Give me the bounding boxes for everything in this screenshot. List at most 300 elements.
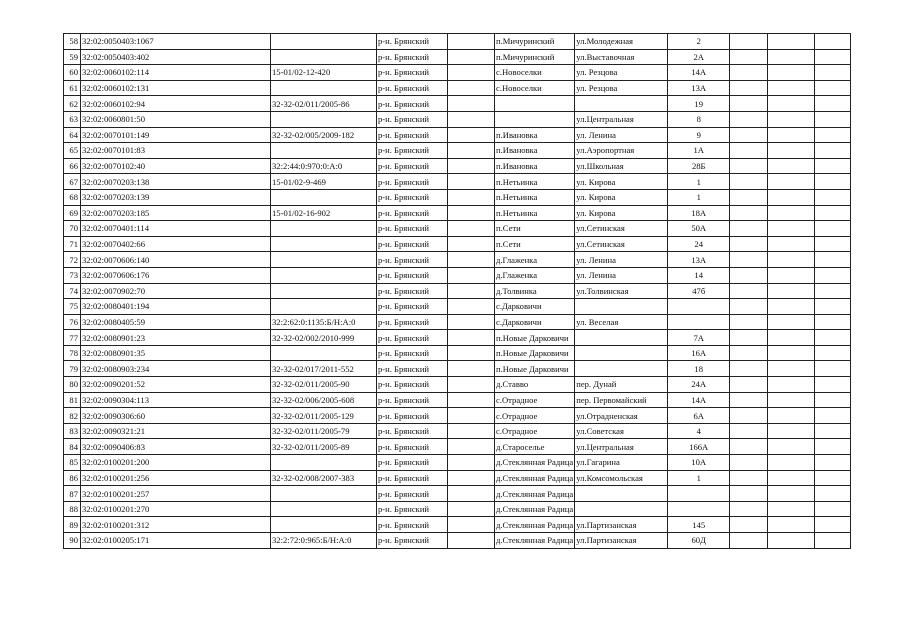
empty-cell: [448, 533, 495, 549]
district-cell: р-н. Брянский: [377, 517, 448, 533]
empty-cell: [768, 221, 815, 237]
table-row: [64, 501, 851, 517]
district-cell: р-н. Брянский: [377, 252, 448, 268]
empty-cell: [730, 158, 768, 174]
district-cell: р-н. Брянский: [377, 470, 448, 486]
house-number-cell: 19: [668, 96, 730, 112]
row-number-cell: 71: [64, 236, 81, 252]
empty-cell: [730, 345, 768, 361]
empty-cell: [730, 143, 768, 159]
empty-cell: [730, 127, 768, 143]
registration-number-cell: 32-32-02/011/2005-79: [271, 423, 377, 439]
empty-cell: [768, 314, 815, 330]
locality-cell: с.Новоселки: [495, 80, 575, 96]
empty-cell: [815, 96, 851, 112]
locality-cell: п.Сети: [495, 221, 575, 237]
empty-cell: [448, 34, 495, 50]
locality-cell: д.Глаженка: [495, 252, 575, 268]
registration-number-cell: [271, 267, 377, 283]
district-cell: р-н. Брянский: [377, 314, 448, 330]
empty-cell: [730, 439, 768, 455]
house-number-cell: 4: [668, 423, 730, 439]
district-cell: р-н. Брянский: [377, 49, 448, 65]
street-cell: ул. Резцова: [575, 80, 668, 96]
locality-cell: [495, 111, 575, 127]
row-number-cell: 78: [64, 345, 81, 361]
cadastral-number-cell: 32:02:0080901:23: [81, 330, 271, 346]
locality-cell: д.Ставво: [495, 377, 575, 393]
locality-cell: п.Новые Дарковичи: [495, 361, 575, 377]
empty-cell: [730, 408, 768, 424]
empty-cell: [768, 49, 815, 65]
district-cell: р-н. Брянский: [377, 299, 448, 315]
registration-number-cell: 15-01/02-9-469: [271, 174, 377, 190]
empty-cell: [730, 299, 768, 315]
street-cell: ул. Резцова: [575, 65, 668, 81]
empty-cell: [448, 299, 495, 315]
empty-cell: [815, 189, 851, 205]
empty-cell: [768, 345, 815, 361]
table-row: [64, 221, 851, 237]
cadastral-number-cell: 32:02:0070402:66: [81, 236, 271, 252]
table-row: [64, 377, 851, 393]
empty-cell: [448, 236, 495, 252]
locality-cell: с.Дарковичи: [495, 314, 575, 330]
house-number-cell: 8: [668, 111, 730, 127]
street-cell: ул.Гагарина: [575, 455, 668, 471]
street-cell: ул.Комсомольская: [575, 470, 668, 486]
street-cell: ул. Ленина: [575, 127, 668, 143]
locality-cell: п.Нетьинка: [495, 189, 575, 205]
table-body: [64, 34, 851, 549]
house-number-cell: 145: [668, 517, 730, 533]
cadastral-number-cell: 32:02:0100205:171: [81, 533, 271, 549]
empty-cell: [768, 34, 815, 50]
cadastral-number-cell: 32:02:0070401:114: [81, 221, 271, 237]
locality-cell: п.Нетьинка: [495, 205, 575, 221]
registration-number-cell: 32-32-02/011/2005-89: [271, 439, 377, 455]
district-cell: р-н. Брянский: [377, 127, 448, 143]
district-cell: р-н. Брянский: [377, 533, 448, 549]
empty-cell: [768, 377, 815, 393]
registration-number-cell: [271, 501, 377, 517]
table-row: [64, 111, 851, 127]
district-cell: р-н. Брянский: [377, 205, 448, 221]
cadastral-number-cell: 32:02:0100201:200: [81, 455, 271, 471]
cadastral-number-cell: 32:02:0070102:40: [81, 158, 271, 174]
empty-cell: [815, 174, 851, 190]
table-row: [64, 455, 851, 471]
district-cell: р-н. Брянский: [377, 158, 448, 174]
empty-cell: [768, 392, 815, 408]
cadastral-number-cell: 32:02:0100201:257: [81, 486, 271, 502]
empty-cell: [730, 423, 768, 439]
locality-cell: д.Стеклянная Радица: [495, 533, 575, 549]
empty-cell: [815, 205, 851, 221]
empty-cell: [768, 299, 815, 315]
empty-cell: [448, 158, 495, 174]
registration-number-cell: [271, 517, 377, 533]
registration-number-cell: [271, 299, 377, 315]
cadastral-number-cell: 32:02:0080405:59: [81, 314, 271, 330]
cadastral-number-cell: 32:02:0090321:21: [81, 423, 271, 439]
house-number-cell: 60Д: [668, 533, 730, 549]
locality-cell: п.Мичуринский: [495, 49, 575, 65]
street-cell: ул.Центральная: [575, 111, 668, 127]
locality-cell: д.Стеклянная Радица: [495, 501, 575, 517]
empty-cell: [768, 267, 815, 283]
table-row: [64, 408, 851, 424]
empty-cell: [815, 221, 851, 237]
locality-cell: п.Сети: [495, 236, 575, 252]
cadastral-number-cell: 32:02:0080401:194: [81, 299, 271, 315]
house-number-cell: 13А: [668, 252, 730, 268]
empty-cell: [815, 330, 851, 346]
house-number-cell: 24А: [668, 377, 730, 393]
empty-cell: [448, 205, 495, 221]
table-row: [64, 174, 851, 190]
row-number-cell: 59: [64, 49, 81, 65]
row-number-cell: 79: [64, 361, 81, 377]
row-number-cell: 69: [64, 205, 81, 221]
house-number-cell: 6А: [668, 408, 730, 424]
empty-cell: [730, 252, 768, 268]
empty-cell: [730, 533, 768, 549]
row-number-cell: 83: [64, 423, 81, 439]
empty-cell: [448, 330, 495, 346]
house-number-cell: 1А: [668, 143, 730, 159]
empty-cell: [448, 127, 495, 143]
table-row: [64, 314, 851, 330]
empty-cell: [730, 267, 768, 283]
row-number-cell: 86: [64, 470, 81, 486]
house-number-cell: [668, 501, 730, 517]
empty-cell: [768, 283, 815, 299]
district-cell: р-н. Брянский: [377, 361, 448, 377]
registration-number-cell: [271, 80, 377, 96]
district-cell: р-н. Брянский: [377, 80, 448, 96]
empty-cell: [448, 423, 495, 439]
empty-cell: [730, 174, 768, 190]
empty-cell: [815, 517, 851, 533]
empty-cell: [768, 439, 815, 455]
district-cell: р-н. Брянский: [377, 96, 448, 112]
house-number-cell: 9: [668, 127, 730, 143]
registration-number-cell: [271, 236, 377, 252]
property-register-table: [63, 33, 851, 549]
empty-cell: [730, 283, 768, 299]
cadastral-number-cell: 32:02:0090306:60: [81, 408, 271, 424]
cadastral-number-cell: 32:02:0070203:138: [81, 174, 271, 190]
house-number-cell: 18А: [668, 205, 730, 221]
row-number-cell: 62: [64, 96, 81, 112]
cadastral-number-cell: 32:02:0080903:234: [81, 361, 271, 377]
row-number-cell: 64: [64, 127, 81, 143]
empty-cell: [815, 299, 851, 315]
cadastral-number-cell: 32:02:0090304:113: [81, 392, 271, 408]
empty-cell: [815, 345, 851, 361]
empty-cell: [730, 205, 768, 221]
empty-cell: [448, 65, 495, 81]
empty-cell: [768, 96, 815, 112]
empty-cell: [768, 408, 815, 424]
locality-cell: п.Ивановка: [495, 158, 575, 174]
row-number-cell: 89: [64, 517, 81, 533]
row-number-cell: 60: [64, 65, 81, 81]
cadastral-number-cell: 32:02:0070203:185: [81, 205, 271, 221]
district-cell: р-н. Брянский: [377, 236, 448, 252]
street-cell: ул. Веселая: [575, 314, 668, 330]
table-row: [64, 236, 851, 252]
empty-cell: [768, 65, 815, 81]
locality-cell: с.Отрадное: [495, 423, 575, 439]
table-row: [64, 34, 851, 50]
empty-cell: [448, 314, 495, 330]
registration-number-cell: [271, 345, 377, 361]
empty-cell: [815, 361, 851, 377]
empty-cell: [768, 455, 815, 471]
street-cell: [575, 345, 668, 361]
house-number-cell: 47б: [668, 283, 730, 299]
empty-cell: [448, 252, 495, 268]
street-cell: [575, 501, 668, 517]
empty-cell: [448, 345, 495, 361]
locality-cell: с.Дарковичи: [495, 299, 575, 315]
cadastral-number-cell: 32:02:0060102:94: [81, 96, 271, 112]
locality-cell: [495, 96, 575, 112]
empty-cell: [815, 501, 851, 517]
empty-cell: [730, 455, 768, 471]
empty-cell: [768, 470, 815, 486]
locality-cell: д.Стеклянная Радица: [495, 517, 575, 533]
cadastral-number-cell: 32:02:0050403:402: [81, 49, 271, 65]
district-cell: р-н. Брянский: [377, 189, 448, 205]
empty-cell: [815, 439, 851, 455]
row-number-cell: 72: [64, 252, 81, 268]
registration-number-cell: 32:2:72:0:965:Б/Н:А:0: [271, 533, 377, 549]
empty-cell: [448, 80, 495, 96]
district-cell: р-н. Брянский: [377, 423, 448, 439]
empty-cell: [768, 533, 815, 549]
house-number-cell: 1: [668, 470, 730, 486]
empty-cell: [448, 221, 495, 237]
empty-cell: [768, 486, 815, 502]
street-cell: пер. Дунай: [575, 377, 668, 393]
street-cell: ул.Партизанская: [575, 517, 668, 533]
locality-cell: п.Ивановка: [495, 127, 575, 143]
registration-number-cell: [271, 34, 377, 50]
empty-cell: [815, 80, 851, 96]
empty-cell: [815, 314, 851, 330]
empty-cell: [768, 174, 815, 190]
registration-number-cell: 32-32-02/006/2005-608: [271, 392, 377, 408]
table-row: [64, 205, 851, 221]
district-cell: р-н. Брянский: [377, 455, 448, 471]
registration-number-cell: 32-32-02/005/2009-182: [271, 127, 377, 143]
registration-number-cell: 32-32-02/011/2005-86: [271, 96, 377, 112]
street-cell: пер. Первомайский: [575, 392, 668, 408]
registration-number-cell: [271, 486, 377, 502]
street-cell: [575, 299, 668, 315]
row-number-cell: 74: [64, 283, 81, 299]
district-cell: р-н. Брянский: [377, 221, 448, 237]
empty-cell: [730, 486, 768, 502]
cadastral-number-cell: 32:02:0090201:52: [81, 377, 271, 393]
row-number-cell: 77: [64, 330, 81, 346]
district-cell: р-н. Брянский: [377, 283, 448, 299]
row-number-cell: 80: [64, 377, 81, 393]
house-number-cell: 24: [668, 236, 730, 252]
empty-cell: [815, 127, 851, 143]
empty-cell: [815, 470, 851, 486]
empty-cell: [730, 377, 768, 393]
empty-cell: [768, 236, 815, 252]
house-number-cell: 14: [668, 267, 730, 283]
district-cell: р-н. Брянский: [377, 345, 448, 361]
registration-number-cell: [271, 221, 377, 237]
district-cell: р-н. Брянский: [377, 392, 448, 408]
cadastral-number-cell: 32:02:0070902:70: [81, 283, 271, 299]
registration-number-cell: 15-01/02-12-420: [271, 65, 377, 81]
empty-cell: [448, 189, 495, 205]
cadastral-number-cell: 32:02:0100201:312: [81, 517, 271, 533]
row-number-cell: 90: [64, 533, 81, 549]
row-number-cell: 73: [64, 267, 81, 283]
empty-cell: [448, 408, 495, 424]
district-cell: р-н. Брянский: [377, 143, 448, 159]
district-cell: р-н. Брянский: [377, 65, 448, 81]
empty-cell: [815, 143, 851, 159]
street-cell: [575, 486, 668, 502]
cadastral-number-cell: 32:02:0090406:83: [81, 439, 271, 455]
table-row: [64, 283, 851, 299]
empty-cell: [730, 65, 768, 81]
table-row: [64, 252, 851, 268]
empty-cell: [815, 65, 851, 81]
row-number-cell: 61: [64, 80, 81, 96]
table-row: [64, 392, 851, 408]
empty-cell: [448, 267, 495, 283]
registration-number-cell: [271, 455, 377, 471]
table-row: [64, 330, 851, 346]
house-number-cell: [668, 486, 730, 502]
table-row: [64, 517, 851, 533]
empty-cell: [768, 361, 815, 377]
empty-cell: [768, 330, 815, 346]
empty-cell: [730, 517, 768, 533]
table-row: [64, 80, 851, 96]
row-number-cell: 75: [64, 299, 81, 315]
row-number-cell: 76: [64, 314, 81, 330]
empty-cell: [768, 127, 815, 143]
house-number-cell: 14А: [668, 392, 730, 408]
row-number-cell: 85: [64, 455, 81, 471]
empty-cell: [730, 80, 768, 96]
registration-number-cell: [271, 111, 377, 127]
locality-cell: п.Мичуринский: [495, 34, 575, 50]
table-row: [64, 486, 851, 502]
empty-cell: [730, 236, 768, 252]
table-row: [64, 267, 851, 283]
locality-cell: д.Толвинка: [495, 283, 575, 299]
registration-number-cell: 32:2:44:0:970:0:А:0: [271, 158, 377, 174]
house-number-cell: 50А: [668, 221, 730, 237]
registration-number-cell: [271, 49, 377, 65]
empty-cell: [730, 330, 768, 346]
empty-cell: [768, 143, 815, 159]
empty-cell: [815, 49, 851, 65]
empty-cell: [815, 423, 851, 439]
street-cell: ул.Сетинская: [575, 221, 668, 237]
district-cell: р-н. Брянский: [377, 439, 448, 455]
empty-cell: [448, 174, 495, 190]
house-number-cell: 1: [668, 189, 730, 205]
street-cell: ул.Центральная: [575, 439, 668, 455]
street-cell: ул.Школьная: [575, 158, 668, 174]
registration-number-cell: 32-32-02/011/2005-90: [271, 377, 377, 393]
empty-cell: [448, 517, 495, 533]
empty-cell: [730, 501, 768, 517]
locality-cell: с.Новоселки: [495, 65, 575, 81]
locality-cell: с.Отрадное: [495, 408, 575, 424]
empty-cell: [768, 517, 815, 533]
district-cell: р-н. Брянский: [377, 377, 448, 393]
district-cell: р-н. Брянский: [377, 34, 448, 50]
house-number-cell: 16А: [668, 345, 730, 361]
table-row: [64, 439, 851, 455]
locality-cell: д.Староселье: [495, 439, 575, 455]
cadastral-number-cell: 32:02:0050403:1067: [81, 34, 271, 50]
cadastral-number-cell: 32:02:0100201:270: [81, 501, 271, 517]
empty-cell: [448, 143, 495, 159]
empty-cell: [448, 392, 495, 408]
street-cell: ул. Ленина: [575, 252, 668, 268]
district-cell: р-н. Брянский: [377, 486, 448, 502]
empty-cell: [730, 189, 768, 205]
empty-cell: [815, 377, 851, 393]
street-cell: [575, 96, 668, 112]
empty-cell: [448, 111, 495, 127]
table-row: [64, 49, 851, 65]
empty-cell: [815, 533, 851, 549]
district-cell: р-н. Брянский: [377, 330, 448, 346]
house-number-cell: 28Б: [668, 158, 730, 174]
table-row: [64, 143, 851, 159]
house-number-cell: 7А: [668, 330, 730, 346]
house-number-cell: 18: [668, 361, 730, 377]
locality-cell: д.Стеклянная Радица: [495, 470, 575, 486]
house-number-cell: 10А: [668, 455, 730, 471]
registration-number-cell: 32-32-02/011/2005-129: [271, 408, 377, 424]
row-number-cell: 84: [64, 439, 81, 455]
house-number-cell: 14А: [668, 65, 730, 81]
empty-cell: [768, 80, 815, 96]
empty-cell: [730, 314, 768, 330]
cadastral-number-cell: 32:02:0060102:114: [81, 65, 271, 81]
empty-cell: [448, 377, 495, 393]
row-number-cell: 66: [64, 158, 81, 174]
row-number-cell: 88: [64, 501, 81, 517]
table-row: [64, 127, 851, 143]
table-row: [64, 299, 851, 315]
table-row: [64, 345, 851, 361]
cadastral-number-cell: 32:02:0080901:35: [81, 345, 271, 361]
table-row: [64, 361, 851, 377]
district-cell: р-н. Брянский: [377, 501, 448, 517]
empty-cell: [730, 392, 768, 408]
registration-number-cell: [271, 143, 377, 159]
empty-cell: [815, 486, 851, 502]
